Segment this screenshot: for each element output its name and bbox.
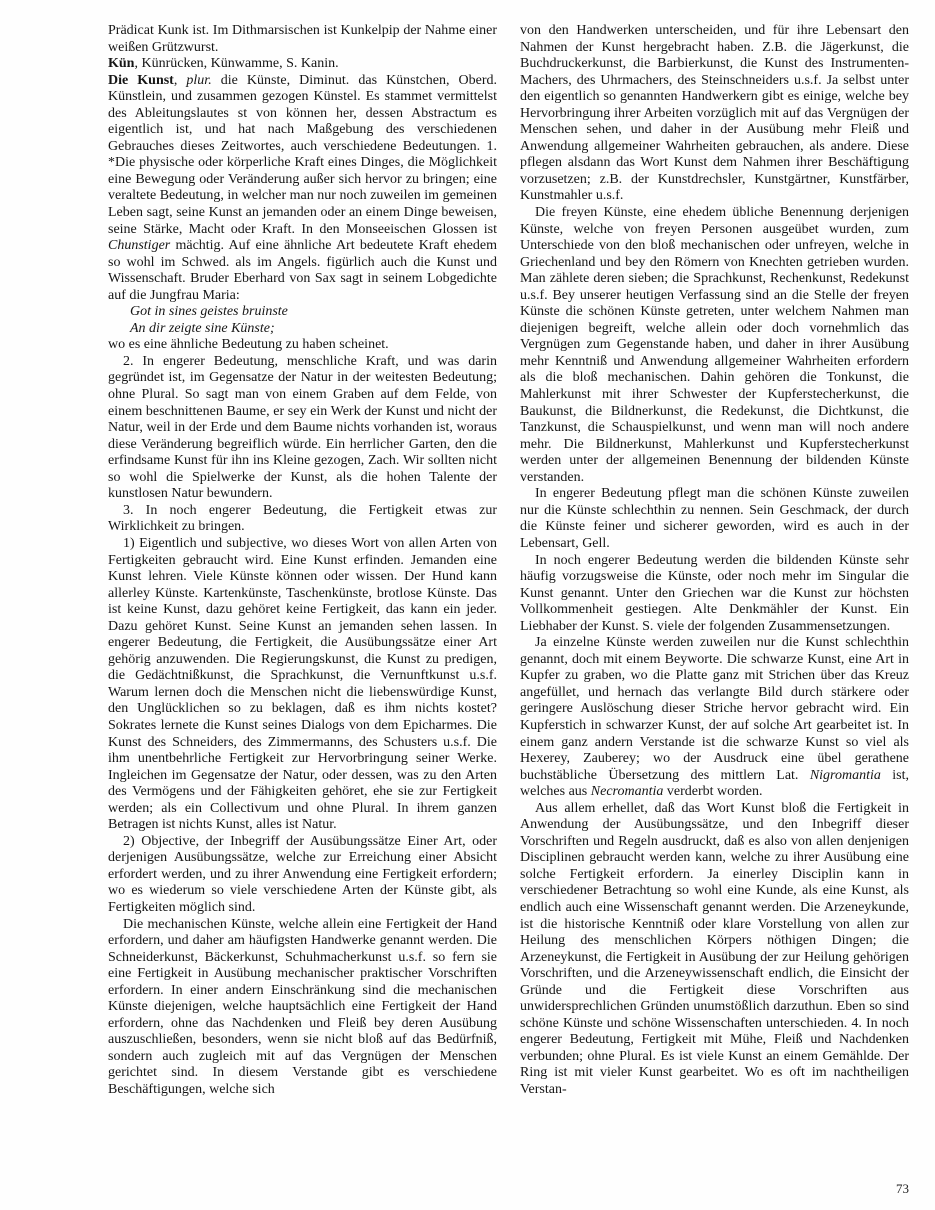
paragraph: [520, 635, 909, 800]
text-segment: die Künste, Diminut. das Künstchen, Oberd. Künstlein, und zusammen gezogen Künstel. Es stammet vermittelst des Ableitungslautes st von können her, dessen Abstractum es eigentlich ist, und hat nach Maßgebung des verschiedenen Gebrauches dieses Zeitwortes, auch verschiedene Bedeutungen. 1. *Die physische oder körperliche Kraft eines Dinges, die Möglichkeit eine Bewegung oder Veränderung außer sich hervor zu bringen; eine veraltete Bedeutung, in welcher man nur noch zuweilen im gemeinen Leben sagt, seine Kunst an jemanden oder an einem Dinge beweisen, seine Stärke, Macht oder Kraft. In den Monseeischen Glossen ist: [108, 72, 497, 237]
text-segment: von den Handwerken unterscheiden, und für ihre Lebensart den Nahmen der Kunst hergebracht haben. Z.B. die Jägerkunst, die Buchdruckerkunst, die Barbierkunst, die Kunst des Instrumenten-Machers, des Uhrmachers, des Steinschneiders u.s.f. Ja selbst unter den eigentlich so genannten Handwerkern gibt es einige, welche bey Hervorbringung ihrer Arbeiten vorzüglich mit auf das Vergnügen der Menschen sehen, und daher in der Ausübung mehr Fleiß und Anwendung allgemeiner Wahrheiten gebrauchen, als andere. Diese pflegen alsdann das Wort Kunst dem Nahmen ihrer Beschäftigung vorzusetzen; z.B. der Kunstdrechsler, Kunstgärtner, Kunstfärber, Kunstmahler u.s.f.: [520, 23, 909, 204]
paragraph: [108, 503, 497, 536]
paragraph: [108, 536, 497, 834]
text-segment: Chunstiger: [108, 238, 171, 254]
text-segment: Aus allem erhellet, daß das Wort Kunst bloß die Fertigkeit in Anwendung der Ausübungssätze, und den Inbegriff dieser Vorschriften und Regeln ausdruckt, daß es also von allen denjenigen Disciplinen gebraucht werden kann, welche zu ihrer Ausübung eine solche Fertigkeit erfordern. Ja einerley Disciplin kann in verschiedener Betrachtung so wohl eine Kunde, als eine Kunst, als endlich auch eine Wissenschaft genannt werden. Die Arzeneykunde, ist die historische Kenntniß oder klare Vorstellung von allen zur Heilung des menschlichen Körpers nöthigen Dingen; die Arzeneykunst, die Fertigkeit in Ausübung der zur Heilung gehörigen Vorschriften, und die Arzeneywissenschaft endlich, die Einsicht der Gründe und die Fertigkeit diese Vorschriften aus unwidersprechlichen Gründen unumstößlich darzuthun. Eben so sind schöne Künste und schöne Wissenschaften unterschieden. 4. In noch engerer Bedeutung, Fertigkeit mit Mühe, Fleiß und Nachdenken verbunden; ohne Plural. Es ist viele Kunst an einem Gemählde. Der Ring ist mit vieler Kunst gearbeitet. Wo es oft im nachtheiligen Verstan-: [520, 800, 909, 1097]
text-segment: wo es eine ähnliche Bedeutung zu haben scheinet.: [108, 337, 389, 353]
page-number: 73: [896, 1181, 909, 1196]
text-segment: Necromantia: [590, 784, 664, 800]
paragraph: [108, 23, 497, 56]
paragraph: [520, 801, 909, 1099]
paragraph: [108, 56, 497, 73]
text-segment: ,: [173, 72, 187, 88]
text-columns: [108, 23, 909, 1099]
text-segment: 1) Eigentlich und subjective, wo dieses Wort von allen Arten von Fertigkeiten gebraucht wird. Eine Kunst erfinden. Jemanden eine Kunst lehren. Viele Künste können oder wissen. Der Hund kann allerley Künste. Kartenkünste, Taschenkünste, brotlose Künste. Das ist keine Kunst, dazu gehöret keine Fertigkeit, das kann ein jeder. Dazu gehöret Kunst. Seine Kunst an jemanden sehen lassen. In engerer Bedeutung, die Fertigkeit, die Ausübungssätze einer Art gehörig anzuwenden. Die Regierungskunst, die Kunst zu predigen, die Gedächtnißkunst, die Sprachkunst, die Vernunftkunst u.s.f. Warum lernen doch die Menschen nicht die liebenswürdige Kunst, den Unglücklichen so zu beklagen, daß es ihm nichts kostet? Sokrates lernete die Kunst seines Dialogs von dem Epicharmes. Die Kunst des Schneiders, des Zimmermanns, des Schusters u.s.f. Die ihm unentbehrliche Fertigkeit zur Hervorbringung seiner Werke. Ingleichen im Gegensatze der Natur, oder dessen, was zu den Arten des Vermögens und der Fähigkeiten gehöret, ehe sie zur Fertigkeit werden; als ein Collectivum und ohne Plural. In ihrem ganzen Betragen ist nichts Kunst, alles ist Natur.: [108, 535, 497, 833]
paragraph: [108, 73, 497, 305]
paragraph: [108, 337, 497, 354]
text-segment: 2. In engerer Bedeutung, menschliche Kraft, und was darin gegründet ist, im Gegensatze der Natur in der weitesten Bedeutung; ohne Plural. So sagt man von einem Graben auf dem Felde, von einem beschnittenen Baume, er sey ein Werk der Kunst und nicht der Natur, weil in der Erde und dem Baume nichts vorhanden ist, woraus diese Veränderung begreiflich würde. Ein herrlicher Garten, den die erfindsame Kunst für ihn ins Kleine gezogen, Zach. Wir sollten nicht so wohl die Spielwerke der Kunst, als die hohen Talente der kunstlosen Natur bewundern.: [108, 353, 497, 502]
left-column: [108, 23, 497, 1099]
paragraph: [520, 486, 909, 552]
paragraph: [520, 23, 909, 205]
text-segment: verderbt worden.: [663, 784, 763, 800]
text-segment: Nigromantia: [809, 767, 881, 783]
right-column: [520, 23, 909, 1099]
paragraph: [108, 834, 497, 917]
text-segment: Got in sines geistes bruinste: [130, 304, 288, 320]
text-segment: mächtig. Auf eine ähnliche Art bedeutete Kraft ehedem so wohl im Schwed. als im Angels. figürlich auch die Kunst und Wissenschaft. Bruder Eberhard von Sax sagt in seinem Lobgedichte auf die Jungfrau Maria:: [108, 238, 497, 303]
poem-quote: [108, 304, 497, 337]
text-segment: Prädicat Kunk ist. Im Dithmarsischen ist Kunkelpip der Nahme einer weißen Grützwurst.: [108, 23, 497, 55]
text-segment: ist, welches aus: [520, 767, 909, 800]
paragraph: [520, 205, 909, 486]
text-segment: 3. In noch engerer Bedeutung, die Fertigkeit etwas zur Wirklichkeit zu bringen.: [108, 502, 497, 535]
text-segment: Die freyen Künste, eine ehedem übliche Benennung derjenigen Künste, welche von freyen Personen ausgeübet wurden, zum Unterschiede von den bloß mechanischen oder unfreyen, welche in Griechenland und bey den Römern von Knechten getrieben wurden. Man zählete deren sieben; die Sprachkunst, Rechenkunst, Redekunst u.s.f. Bey unserer heutigen Verfassung sind an die Stelle der freyen Künste die schönen Künste getreten, unter welchem Nahmen man diejenigen begreift, welche allein oder doch vornehmlich das Vergnügen zum Gegenstande haben, und daher in ihrer Ausübung mehr Kenntniß und Anwendung allgemeiner Wahrheiten erfordern als die bloß mechanischen. Dahin gehören die Tonkunst, die Mahlerkunst mit ihrer Schwester der Kupferstecherkunst, die Baukunst, die Bildnerkunst, die Redekunst, die Dichtkunst, die Tanzkunst, die Schauspielkunst, und wenn man will noch andere mehr. Die Bildnerkunst, Mahlerkunst und Kupferstecherkunst werden unter der allgemeinen Benennung der bildenden Künste verstanden.: [520, 205, 909, 485]
text-segment: 2) Objective, der Inbegriff der Ausübungssätze Einer Art, oder derjenigen Ausübungssätze, welche zur Erreichung einer Absicht erfordert werden, und zu ihrer Anwendung eine Fertigkeit erfordern; wo es wiederum so viele verschiedene Arten der Künste gibt, als Fertigkeiten möglich sind.: [108, 833, 497, 915]
text-segment: An dir zeigte sine Künste;: [130, 320, 275, 336]
paragraph: [520, 553, 909, 636]
text-segment: , Künrücken, Künwamme, S. Kanin.: [134, 56, 339, 72]
text-segment: In engerer Bedeutung pflegt man die schönen Künste zuweilen nur die Künste schlechthin zu nennen. Sein Geschmack, der durch die Künste feiner und sicherer geworden, wird es auch in der Lebensart, Gell.: [520, 486, 909, 551]
text-segment: Kün: [108, 56, 135, 72]
paragraph: [108, 917, 497, 1099]
text-segment: Die mechanischen Künste, welche allein eine Fertigkeit der Hand erfordern, und daher am häufigsten Handwerke genannt werden. Die Schneiderkunst, Bäckerkunst, Schuhmacherkunst u.s.f. so fern sie eine Fertigkeit in Ausübung mechanischer praktischer Vorschriften erfordern. In einer andern Einschränkung sind die mechanischen Künste diejenigen, welche hauptsächlich eine Fertigkeit der Hand erfordern, ohne das Nachdenken und Fleiß bey deren Ausübung auszuschließen, besonders, wenn sie nicht bloß auf das Bedürfniß, sondern auch zugleich mit auf das Vergnügen der Menschen gerichtet sind. In diesem Verstande gibt es verschiedene Beschäftigungen, welche sich: [108, 916, 497, 1097]
text-segment: In noch engerer Bedeutung werden die bildenden Künste sehr häufig vorzugsweise die Künste, oder noch mehr im Singular die Kunst genannt. Unter den Griechen war die Kunst zur höchsten Vollkommenheit gestiegen. Alte Denkmähler der Kunst. Ein Liebhaber der Kunst. S. viele der folgenden Zusammensetzungen.: [520, 552, 909, 634]
paragraph: [108, 354, 497, 503]
text-segment: Ja einzelne Künste werden zuweilen nur die Kunst schlechthin genannt, doch mit einem Beyworte. Die schwarze Kunst, eine Art in Kupfer zu graben, wo die Platte ganz mit Strichen über das Kreuz angefüllet, und hernach das verlangte Bild durch stärkere oder geringere Auslöschung dieser Striche hervor gebracht wird. Ein Kupferstich in schwarzer Kunst, der auf solche Art gearbeitet ist. In einem ganz andern Verstande ist die schwarze Kunst so viel als Hexerey, Zauberey; wo der Ausdruck eine übel gerathene buchstäbliche Übersetzung des mittlern Lat.: [520, 635, 909, 783]
text-segment: plur.: [186, 72, 212, 88]
text-segment: Die Kunst: [108, 72, 174, 88]
